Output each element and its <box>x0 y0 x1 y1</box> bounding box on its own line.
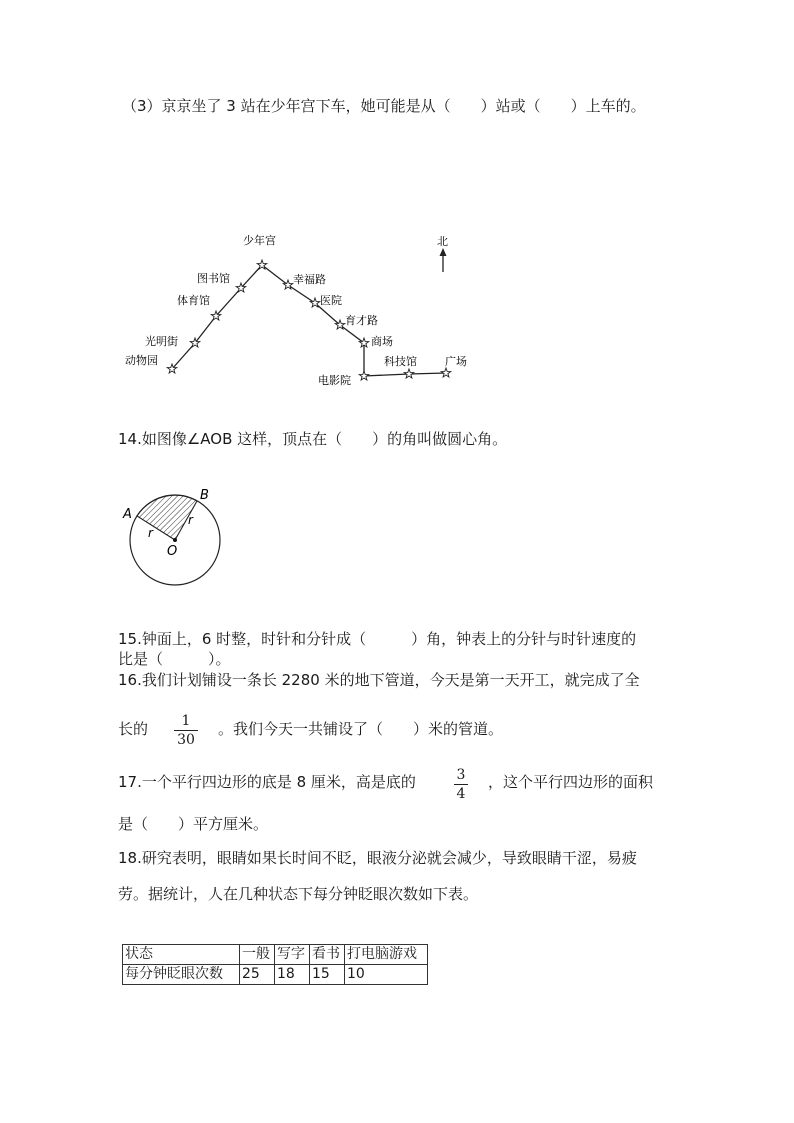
station-label: 育才路 <box>345 314 378 327</box>
station-label: 图书馆 <box>197 272 230 285</box>
table-cell: 写字 <box>275 945 310 965</box>
q16-post: 。我们今天一共铺设了（ ）米的管道。 <box>218 720 504 738</box>
q16-fraction-denominator: 30 <box>177 732 195 748</box>
label-r-left: r <box>148 526 153 540</box>
station-label: 幸福路 <box>293 273 326 286</box>
center-point <box>173 538 177 542</box>
north-arrowhead-icon <box>440 248 447 256</box>
table-cell: 10 <box>345 965 428 985</box>
label-a: A <box>123 507 132 522</box>
label-r-right: r <box>188 513 193 527</box>
q14: 14.如图像∠AOB 这样，顶点在（ ）的角叫做圆心角。 <box>118 430 508 448</box>
q13-part3: （3）京京坐了 3 站在少年宫下车，她可能是从（ ）站或（ ）上车的。 <box>122 97 646 115</box>
label-o: O <box>167 544 178 559</box>
table-cell: 状态 <box>123 945 240 965</box>
table-cell: 15 <box>310 965 345 985</box>
station-marker-guangchang <box>441 368 451 377</box>
q18-line1: 18.研究表明，眼睛如果长时间不眨，眼液分泌就会减少，导致眼睛干涩，易疲 <box>118 849 637 867</box>
station-label: 电影院 <box>318 374 351 387</box>
table-cell: 一般 <box>240 945 275 965</box>
q17-fraction <box>454 767 468 802</box>
station-label: 科技馆 <box>384 355 417 368</box>
station-label: 商场 <box>371 335 393 348</box>
table-cell: 看书 <box>310 945 345 965</box>
q17-line1a: 17.一个平行四边形的底是 8 厘米，高是底的 <box>118 773 416 791</box>
q17-line1b: ，这个平行四边形的面积 <box>488 773 654 791</box>
table-cell: 18 <box>275 965 310 985</box>
station-label: 体育馆 <box>177 294 210 307</box>
table-cell: 打电脑游戏 <box>345 945 428 965</box>
central-angle-figure <box>0 480 794 600</box>
station-marker-dianyingyuan <box>359 371 369 380</box>
station-marker-kejiguan <box>404 369 414 378</box>
q17-fraction-numerator: 3 <box>456 767 466 783</box>
q15-line1: 15.钟面上，6 时整，时针和分针成（ ）角，钟表上的分针与时针速度的 <box>118 630 637 648</box>
table-row <box>123 965 428 985</box>
q16-fraction <box>174 713 198 748</box>
station-label: 医院 <box>320 294 342 307</box>
station-label: 少年宫 <box>243 234 276 247</box>
north-label: 北 <box>437 235 448 248</box>
station-label: 光明街 <box>145 335 178 348</box>
blink-rate-table <box>122 944 428 985</box>
table-header-row <box>123 945 428 965</box>
q17-fraction-denominator: 4 <box>456 786 466 802</box>
label-b: B <box>200 488 209 503</box>
station-label: 广场 <box>445 355 467 368</box>
q16-pre: 长的 <box>118 720 149 738</box>
q16-line1: 16.我们计划铺设一条长 2280 米的地下管道，今天是第一天开工，就完成了全 <box>118 671 640 689</box>
q16-fraction-numerator: 1 <box>181 713 191 729</box>
q18-line2: 劳。据统计，人在几种状态下每分钟眨眼次数如下表。 <box>118 885 479 903</box>
bus-route-map <box>0 0 794 400</box>
station-label: 动物园 <box>125 354 158 367</box>
table-cell: 25 <box>240 965 275 985</box>
table-cell: 每分钟眨眼次数 <box>123 965 240 985</box>
q15-line2: 比是（ ）。 <box>118 650 231 668</box>
q17-line2: 是（ ）平方厘米。 <box>118 815 269 833</box>
